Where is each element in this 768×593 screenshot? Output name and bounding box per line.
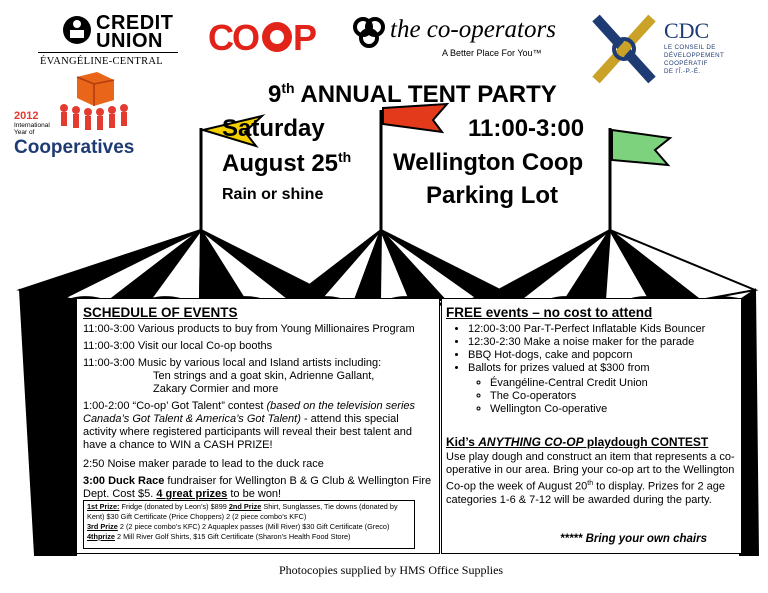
schedule-item-6: 3:00 Duck Race fundraiser for Wellington B & G Club & Wellington Fire Dept. Cost $5. 4 great prizes to be won! bbox=[83, 475, 432, 500]
cooperators-logo bbox=[352, 14, 556, 64]
prize-2-label: 2nd Prize bbox=[228, 502, 262, 511]
schedule-item-1: 11:00-3:00 Various products to buy from Young Millionaires Program bbox=[83, 323, 415, 335]
cooperators-emblem-icon bbox=[352, 16, 386, 50]
credit-union-logo bbox=[30, 12, 180, 72]
svg-text:CO: CO bbox=[208, 17, 258, 58]
cooperators-name: the co-operators bbox=[390, 16, 556, 43]
event-location-line1: Wellington Coop bbox=[393, 149, 584, 176]
iyc-logo bbox=[14, 72, 139, 162]
credit-union-emblem-icon bbox=[62, 14, 92, 46]
cdc-line3: COOPÉRATIF bbox=[664, 60, 708, 67]
footer-credit: Photocopies supplied by HMS Office Supplies bbox=[279, 563, 504, 577]
credit-union-subtitle: ÉVANGÉLINE-CENTRAL bbox=[40, 56, 164, 67]
free-event-item: • 12:30-2:30 Make a noise maker for the parade bbox=[468, 336, 758, 349]
prize-2-text: Shirt, Sunglasses, Tie downs (donated by Kent) $30 Gift Certificate (Price Choppers) 2 (2 piece combo’s KFC) bbox=[87, 502, 398, 521]
event-time: 11:00-3:00 bbox=[468, 115, 585, 142]
cdc-logo bbox=[592, 14, 732, 86]
schedule-item-2: 11:00-3:00 Visit our local Co-op booths bbox=[83, 340, 273, 352]
cdc-line1: LE CONSEIL DE bbox=[664, 44, 716, 51]
schedule-item-4: 1:00-2:00 “Co-op’ Got Talent” contest (based on the television series Canada’s Got Talent & America’s Got Talent) - attend this special activity where registered participants will reveal their best talent and have a chance to WIN a CASH PRIZE! bbox=[83, 400, 416, 451]
schedule-heading: SCHEDULE OF EVENTS bbox=[83, 305, 238, 320]
prize-4-text: 2 Mill River Golf Shirts, $15 Gift Certificate (Sharon’s Health Food Store) bbox=[114, 532, 351, 541]
contest-description: Use play dough and construct an item that represents a co-operative in our area. Bring your co-op art to the Wellington Co-op the week of August 20th to display. Prizes for 2 age categories 1-6 & 7-12 will be awarded during the party. bbox=[446, 451, 735, 506]
schedule-item-3: 11:00-3:00 Music by various local and Island artists including: bbox=[83, 357, 382, 369]
event-title: 9th ANNUAL TENT PARTY bbox=[268, 80, 557, 108]
contest-heading: Kid’s ANYTHING CO-OP playdough CONTEST bbox=[446, 435, 709, 449]
event-day: Saturday bbox=[222, 115, 325, 142]
prize-4-label: 4thprize bbox=[87, 532, 115, 541]
event-date: August 25th bbox=[222, 149, 352, 177]
event-location-line2: Parking Lot bbox=[426, 182, 559, 209]
svg-text:P: P bbox=[293, 17, 318, 58]
cdc-line2: DÉVELOPPEMENT bbox=[664, 52, 725, 59]
iyc-year: 2012 bbox=[14, 110, 39, 122]
prize-3-text: 2 (2 piece combo’s KFC) 2 Aquaplex passes (Mill River) $30 Gift Certificate (Greco) bbox=[117, 522, 390, 531]
credit-union-line1: CREDIT bbox=[96, 12, 174, 34]
free-events-panel bbox=[441, 298, 742, 554]
cdc-line4: DE l'Î.-P.-É. bbox=[664, 68, 701, 75]
bring-chairs-note: ***** Bring your own chairs bbox=[560, 533, 707, 545]
flag-right bbox=[612, 130, 670, 165]
free-event-item: • Ballots for prizes valued at $300 from bbox=[468, 362, 758, 375]
credit-union-line2: UNION bbox=[96, 30, 163, 52]
iyc-line2: Year of bbox=[14, 129, 35, 136]
rain-or-shine: Rain or shine bbox=[222, 186, 324, 203]
schedule-item-3-artists: Ten strings and a goat skin, Adrienne Gallant, bbox=[153, 370, 375, 382]
schedule-item-5: 2:50 Noise maker parade to lead to the duck race bbox=[83, 458, 324, 470]
ballot-sponsor-item: ◦ The Co-operators bbox=[490, 390, 768, 403]
coop-wordmark-icon bbox=[205, 14, 340, 59]
cdc-abbr: CDC bbox=[664, 18, 710, 43]
iyc-word: Cooperatives bbox=[14, 137, 135, 158]
cooperators-tagline: A Better Place For You™ bbox=[442, 48, 542, 58]
free-event-item: • BBQ Hot-dogs, cake and popcorn bbox=[468, 349, 758, 362]
iyc-people-cube-icon bbox=[52, 72, 132, 134]
free-event-item: • 12:00-3:00 Par-T-Perfect Inflatable Kids Bouncer bbox=[468, 323, 758, 336]
prize-3-label: 3rd Prize bbox=[87, 522, 118, 531]
ballot-sponsor-item: ◦ Wellington Co-operative bbox=[490, 403, 768, 416]
schedule-item-3-more: Zakary Cormier and more bbox=[153, 383, 279, 395]
coop-logo bbox=[205, 14, 340, 59]
cdc-emblem-icon bbox=[592, 14, 660, 84]
duck-race-prizes bbox=[83, 500, 415, 549]
ballot-sponsor-item: ◦ Évangéline-Central Credit Union bbox=[490, 377, 768, 390]
free-events-heading: FREE events – no cost to attend bbox=[446, 305, 653, 320]
prize-1-text: Fridge (donated by Leon’s) $899 bbox=[119, 502, 229, 511]
prize-1-label: 1st Prize: bbox=[87, 502, 120, 511]
iyc-line1: International bbox=[14, 122, 50, 129]
